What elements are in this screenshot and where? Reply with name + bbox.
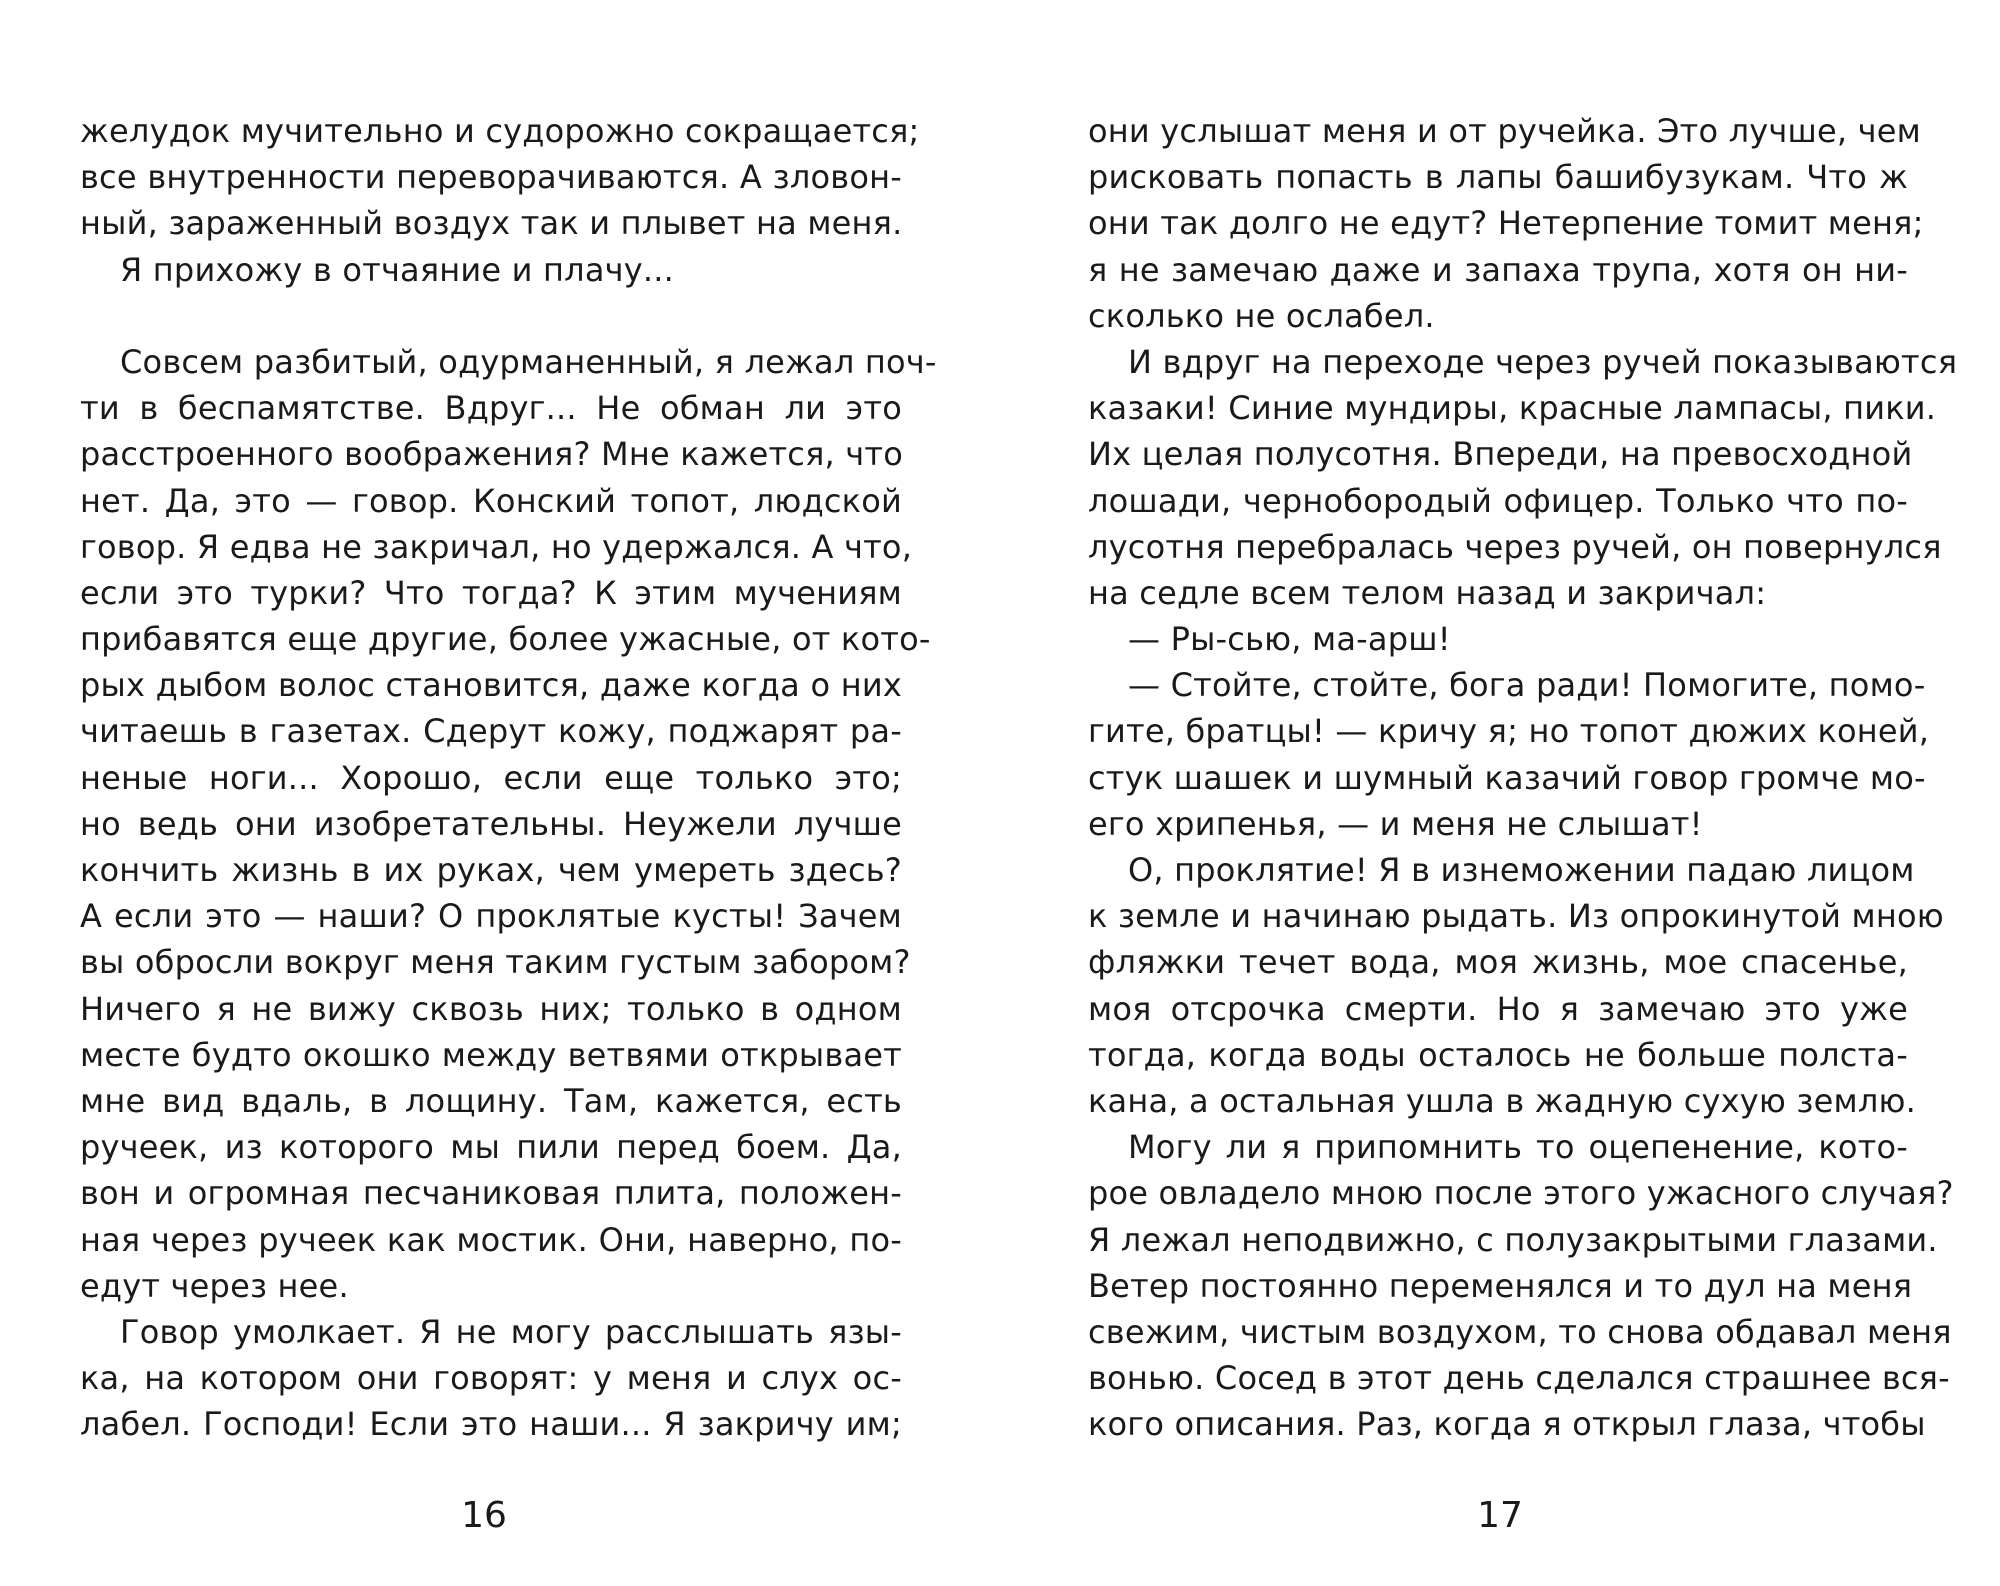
text-line: ручеек, из которого мы пили перед боем. Да, <box>80 1128 902 1167</box>
text-line: лусотня перебралась через ручей, он повернулся <box>1088 527 1942 566</box>
text-line: казаки! Синие мундиры, красные лампасы, пики. <box>1088 389 1937 428</box>
text-line: Я прихожу в отчаяние и плачу... <box>120 250 674 289</box>
text-line: все внутренности переворачиваются. А зловон- <box>80 158 902 197</box>
text-line: вон и огромная песчаниковая плита, положен- <box>80 1174 902 1213</box>
text-line: Я лежал неподвижно, с полузакрытыми глазами. <box>1088 1220 1938 1259</box>
text-line: Их целая полусотня. Впереди, на превосходной <box>1088 435 1913 474</box>
text-line: они так долго не едут? Нетерпение томит меня; <box>1088 204 1924 243</box>
text-line: кончить жизнь в их руках, чем умереть здесь? <box>80 851 902 889</box>
text-line: фляжки течет вода, моя жизнь, мое спасенье, <box>1088 943 1908 982</box>
text-line: моя отсрочка смерти. Но я замечаю это уже <box>1088 989 1908 1028</box>
text-line: И вдруг на переходе через ручей показываются <box>1128 342 1958 381</box>
text-line: вы обросли вокруг меня таким густым забором? <box>80 943 911 982</box>
text-line: нет. Да, это — говор. Конский топот, людской <box>80 481 902 520</box>
text-line: если это турки? Что тогда? К этим мучениям <box>80 573 902 612</box>
text-line: читаешь в газетах. Сдерут кожу, поджарят ра- <box>80 712 902 751</box>
text-line: на седле всем телом назад и закричал: <box>1088 573 1767 612</box>
left-page-number: 16 <box>461 1495 507 1536</box>
text-line: свежим, чистым воздухом, то снова обдавал меня <box>1088 1312 1952 1351</box>
text-line: месте будто окошко между ветвями открывает <box>80 1035 902 1074</box>
text-line: — Стойте, стойте, бога ради! Помогите, помо- <box>1128 666 1926 705</box>
text-line: А если это — наши? О проклятые кусты! Зачем <box>80 897 902 936</box>
text-line: говор. Я едва не закричал, но удержался. А что, <box>80 527 913 566</box>
text-line: кана, а остальная ушла в жадную сухую землю. <box>1088 1081 1917 1120</box>
text-line: тогда, когда воды осталось не больше полста- <box>1088 1035 1908 1074</box>
text-line: Ничего я не вижу сквозь них; только в одном <box>80 989 902 1028</box>
text-line: его хрипенья, — и меня не слышат! <box>1088 804 1703 843</box>
text-line: О, проклятие! Я в изнеможении падаю лицом <box>1128 851 1915 889</box>
right-page-text <box>1088 108 1958 1447</box>
text-line: ный, зараженный воздух так и плывет на меня. <box>80 204 903 243</box>
text-line: ка, на котором они говорят: у меня и слух ос- <box>80 1359 902 1398</box>
text-line: неные ноги... Хорошо, если еще только это; <box>80 758 902 797</box>
text-line: кого описания. Раз, когда я открыл глаза, чтобы <box>1088 1405 1926 1444</box>
text-line: Говор умолкает. Я не могу расслышать язы- <box>120 1312 902 1351</box>
text-line: сколько не ослабел. <box>1088 296 1435 335</box>
text-line: вонью. Сосед в этот день сделался страшнее вся- <box>1088 1359 1950 1398</box>
text-line: лабел. Господи! Если это наши... Я закричу им; <box>80 1405 902 1444</box>
text-line: — Ры-сью, ма-арш! <box>1128 620 1451 659</box>
text-line: ная через ручеек как мостик. Они, наверно, по- <box>80 1220 902 1259</box>
text-line: стук шашек и шумный казачий говор громче мо- <box>1088 758 1926 797</box>
text-line: Могу ли я припомнить то оцепенение, кото- <box>1128 1128 1908 1167</box>
text-line: мне вид вдаль, в лощину. Там, кажется, есть <box>80 1081 902 1120</box>
text-line: рое овладело мною после этого ужасного случая? <box>1088 1174 1954 1213</box>
text-line: расстроенного воображения? Мне кажется, что <box>80 435 904 474</box>
text-line: Совсем разбитый, одурманенный, я лежал поч- <box>120 342 937 381</box>
text-line: желудок мучительно и судорожно сокращается; <box>80 112 920 150</box>
text-line: гите, братцы! — кричу я; но топот дюжих коней, <box>1088 712 1930 751</box>
text-line: едут через нее. <box>80 1266 349 1305</box>
text-line: ти в беспамятстве. Вдруг... Не обман ли это <box>80 389 902 428</box>
text-line: рисковать попасть в лапы башибузукам. Что ж <box>1088 158 1908 197</box>
text-line: но ведь они изобретательны. Неужели лучше <box>80 804 902 843</box>
text-line <box>80 293 902 339</box>
right-page-number: 17 <box>1477 1495 1523 1536</box>
text-line: прибавятся еще другие, более ужасные, от кото- <box>80 620 931 659</box>
text-line: я не замечаю даже и запаха трупа, хотя он ни- <box>1088 250 1908 289</box>
text-line: они услышат меня и от ручейка. Это лучше, чем <box>1088 112 1921 150</box>
left-page-text <box>80 108 937 1447</box>
text-line: к земле и начинаю рыдать. Из опрокинутой мною <box>1088 897 1944 936</box>
text-line: Ветер постоянно переменялся и то дул на меня <box>1088 1266 1913 1305</box>
text-line: лошади, чернобородый офицер. Только что по- <box>1088 481 1908 520</box>
text-line: рых дыбом волос становится, даже когда о них <box>80 666 902 705</box>
